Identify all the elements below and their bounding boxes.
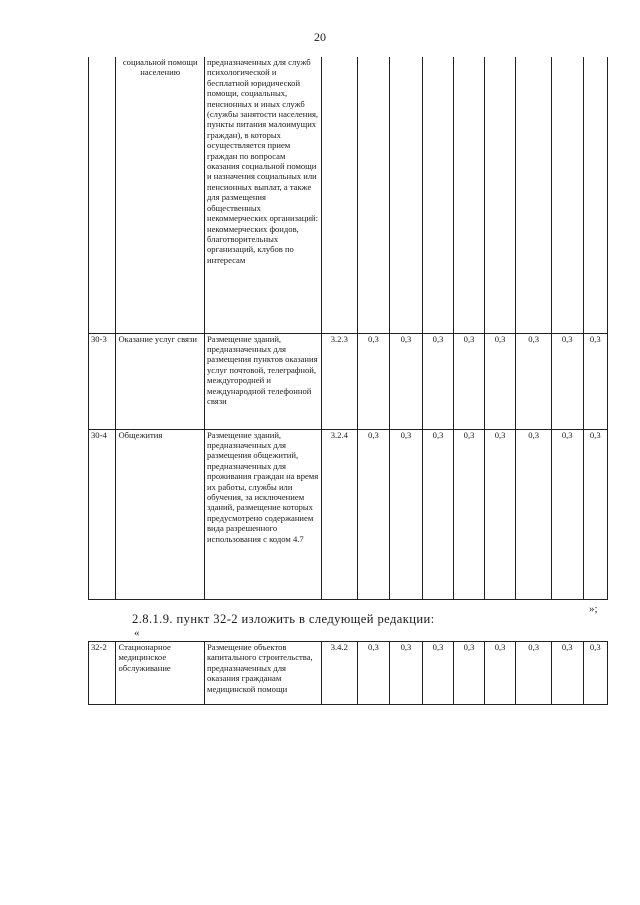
value-cell: 0,3 bbox=[516, 642, 552, 705]
zoning-table-new bbox=[88, 641, 608, 705]
value-cell: 0,3 bbox=[583, 333, 607, 429]
table-row bbox=[89, 57, 608, 333]
value-cell: 0,3 bbox=[454, 333, 485, 429]
value-cell: 0,3 bbox=[454, 642, 485, 705]
value-cell: 0,3 bbox=[454, 429, 485, 599]
value-cell bbox=[516, 57, 552, 333]
value-cell: 0,3 bbox=[484, 429, 516, 599]
table-row bbox=[89, 333, 608, 429]
value-cell: 0,3 bbox=[551, 642, 583, 705]
row-description-cell: предназначенных для служб психологической и бесплатной юридической помощи, социальных, пенсионных и иных служб (службы занятости населения, пункты питания малоимущих граждан), в которых осуществляется прием граждан по вопросам оказания социальной помощи и назначения социальных или пенсионных выплат, а также для размещения общественных некоммерческих организаций: некоммерческих фондов, благотворительных организаций, клубов по интересам bbox=[205, 57, 322, 333]
value-cell bbox=[551, 57, 583, 333]
row-code-cell: 3.4.2 bbox=[322, 642, 358, 705]
row-description-cell: Размещение объектов капитального строительства, предназначенных для оказания гражданам медицинской помощи bbox=[205, 642, 322, 705]
row-number-cell: 30-4 bbox=[89, 429, 116, 599]
value-cell bbox=[454, 57, 485, 333]
row-name-cell: Стационарное медицинское обслуживание bbox=[116, 642, 205, 705]
row-code-cell: 3.2.3 bbox=[322, 333, 358, 429]
opening-quote: « bbox=[134, 627, 140, 639]
row-number-cell: 30-3 bbox=[89, 333, 116, 429]
value-cell: 0,3 bbox=[357, 333, 390, 429]
value-cell: 0,3 bbox=[357, 642, 390, 705]
row-code-cell: 3.2.4 bbox=[322, 429, 358, 599]
value-cell: 0,3 bbox=[516, 333, 552, 429]
row-number-cell bbox=[89, 57, 116, 333]
value-cell: 0,3 bbox=[390, 333, 423, 429]
row-name-cell: социальной помощи населению bbox=[116, 57, 205, 333]
value-cell: 0,3 bbox=[422, 333, 454, 429]
value-cell: 0,3 bbox=[422, 642, 454, 705]
value-cell bbox=[583, 57, 607, 333]
row-number-cell: 32-2 bbox=[89, 642, 116, 705]
table-row bbox=[89, 429, 608, 599]
zoning-table-continued bbox=[88, 57, 608, 600]
value-cell: 0,3 bbox=[516, 429, 552, 599]
value-cell: 0,3 bbox=[484, 333, 516, 429]
value-cell bbox=[390, 57, 423, 333]
value-cell: 0,3 bbox=[390, 642, 423, 705]
value-cell: 0,3 bbox=[583, 429, 607, 599]
row-name-cell: Общежития bbox=[116, 429, 205, 599]
page-number: 20 bbox=[314, 30, 326, 44]
value-cell: 0,3 bbox=[390, 429, 423, 599]
value-cell: 0,3 bbox=[551, 429, 583, 599]
amendment-heading: 2.8.1.9. пункт 32-2 изложить в следующей редакции: bbox=[132, 612, 435, 626]
value-cell bbox=[484, 57, 516, 333]
value-cell bbox=[422, 57, 454, 333]
value-cell: 0,3 bbox=[357, 429, 390, 599]
closing-quote: »; bbox=[589, 603, 598, 615]
row-name-cell: Оказание услуг связи bbox=[116, 333, 205, 429]
row-description-cell: Размещение зданий, предназначенных для размещения пунктов оказания услуг почтовой, телеграфной, междугородней и международной телефонной связи bbox=[205, 333, 322, 429]
value-cell: 0,3 bbox=[484, 642, 516, 705]
row-code-cell bbox=[322, 57, 358, 333]
table-row bbox=[89, 642, 608, 705]
value-cell: 0,3 bbox=[583, 642, 607, 705]
value-cell bbox=[357, 57, 390, 333]
row-description-cell: Размещение зданий, предназначенных для размещения общежитий, предназначенных для проживания граждан на время их работы, службы или обучения, за исключением зданий, размещение которых предусмотрено содержанием вида разрешенного использования с кодом 4.7 bbox=[205, 429, 322, 599]
value-cell: 0,3 bbox=[422, 429, 454, 599]
value-cell: 0,3 bbox=[551, 333, 583, 429]
